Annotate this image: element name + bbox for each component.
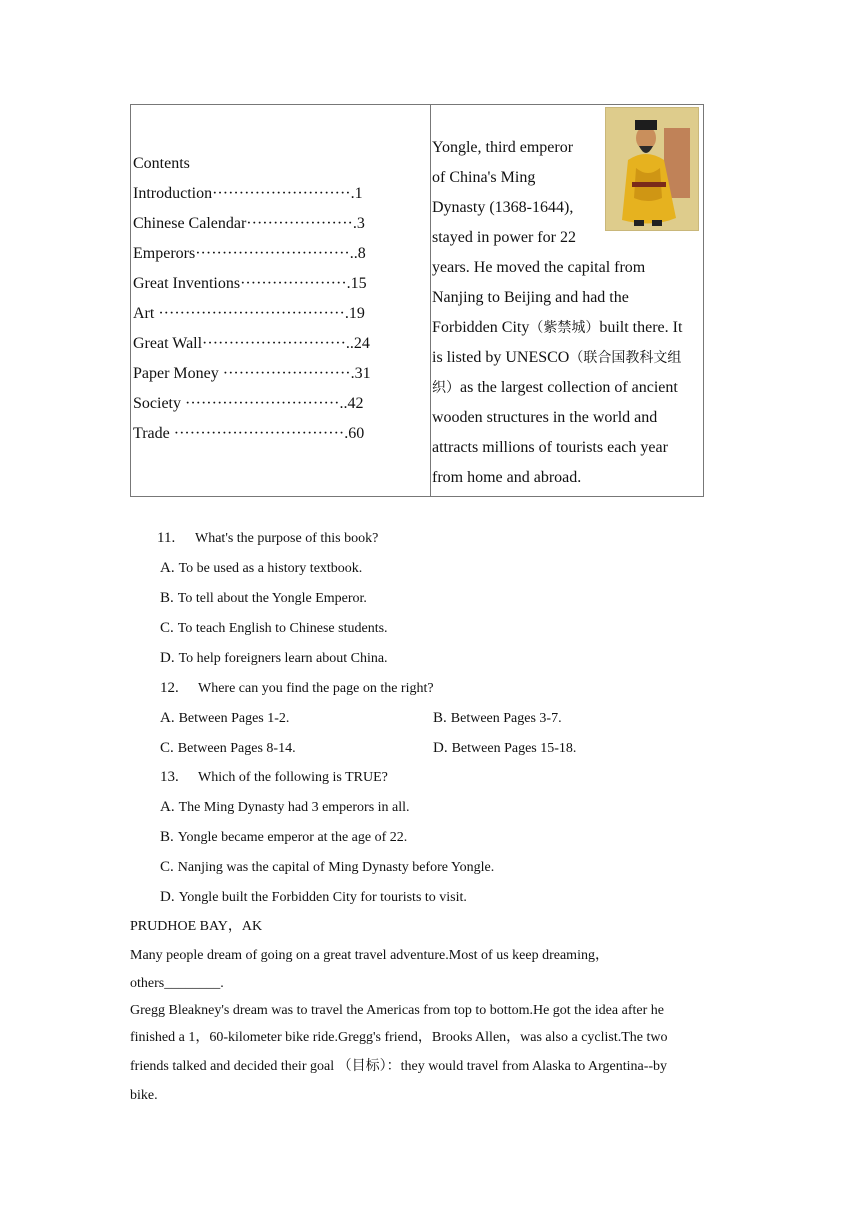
q12-option-d[interactable]: [433, 738, 576, 759]
question-12: [160, 678, 434, 699]
question-number: 11.: [157, 530, 176, 546]
article-paragraph-line-3: Gregg Bleakney's dream was to travel the Americas from top to bottom.He got the idea after he: [130, 1003, 664, 1018]
option-letter: B.: [160, 829, 174, 845]
question-13: [160, 767, 388, 788]
passage-line-10: wooden structures in the world and: [432, 409, 658, 426]
option-letter: A.: [160, 560, 175, 576]
question-number: 13.: [160, 769, 179, 785]
contents-cell: [131, 105, 431, 496]
contents-item-great-inventions: Great Inventions····················.15: [133, 275, 367, 292]
yongle-passage: [432, 133, 704, 493]
article-paragraph-line-4: finished a 1，60-kilometer bike ride.Gregg's friend，Brooks Allen，was also a cyclist.The two: [130, 1030, 668, 1045]
contents-item-great-wall: Great Wall···························..24: [133, 335, 370, 352]
article-paragraph-line-2: others________.: [130, 976, 224, 991]
option-text: To teach English to Chinese students.: [177, 621, 388, 636]
option-letter: D.: [160, 889, 175, 905]
contents-title: Contents: [133, 155, 190, 172]
option-letter: C.: [160, 859, 174, 875]
option-letter: D.: [433, 740, 448, 756]
q13-option-c[interactable]: [160, 857, 494, 878]
passage-line-4: stayed in power for 22: [432, 229, 576, 246]
option-letter: A.: [160, 799, 175, 815]
option-text: Yongle built the Forbidden City for tourists to visit.: [178, 890, 467, 905]
passage-line-12: from home and abroad.: [432, 469, 582, 486]
contents-item-chinese-calendar: Chinese Calendar····················.3: [133, 215, 365, 232]
passage-line-6: Nanjing to Beijing and had the: [432, 289, 629, 306]
article-paragraph-line-1: Many people dream of going on a great travel adventure.Most of us keep dreaming，: [130, 948, 609, 963]
q12-option-b[interactable]: [433, 708, 562, 729]
option-text: To tell about the Yongle Emperor.: [177, 591, 367, 606]
passage-line-1: Yongle, third emperor: [432, 139, 574, 156]
q12-option-c[interactable]: [160, 738, 296, 759]
option-text: To be used as a history textbook.: [178, 561, 363, 576]
passage-line-9: [432, 373, 704, 403]
unesco-chinese-end: 织）: [432, 380, 460, 396]
passage-line-8: [432, 343, 704, 373]
option-text: Between Pages 3-7.: [450, 711, 562, 726]
question-11: [157, 528, 378, 549]
passage-line-5: years. He moved the capital from: [432, 259, 646, 276]
contents-item-trade: Trade ································.60: [133, 425, 365, 442]
option-letter: B.: [433, 710, 447, 726]
passage-line-11: attracts millions of tourists each year: [432, 439, 668, 456]
contents-item-society: Society ·····························..42: [133, 395, 364, 412]
q11-option-c[interactable]: [160, 618, 388, 639]
article-dateline: PRUDHOE BAY，AK: [130, 919, 263, 934]
option-text: Between Pages 15-18.: [451, 741, 577, 756]
option-text: Between Pages 1-2.: [178, 711, 290, 726]
q11-option-d[interactable]: [160, 648, 388, 669]
q13-option-d[interactable]: [160, 887, 467, 908]
contents-item-emperors: Emperors·····························..8: [133, 245, 366, 262]
passage-line-3: Dynasty (1368-1644),: [432, 199, 574, 216]
contents-item-introduction: Introduction··························.1: [133, 185, 363, 202]
question-text: Where can you find the page on the right?: [198, 681, 434, 696]
article-paragraph-line-6: bike.: [130, 1088, 158, 1103]
option-text: Nanjing was the capital of Ming Dynasty before Yongle.: [177, 860, 495, 875]
unesco-chinese: （联合国教科文组: [569, 350, 682, 366]
forbidden-city-text: Forbidden City: [432, 319, 530, 336]
passage-line-7: [432, 313, 704, 343]
q11-option-a[interactable]: [160, 558, 362, 579]
q11-option-b[interactable]: [160, 588, 367, 609]
option-letter: C.: [160, 620, 174, 636]
question-text: Which of the following is TRUE?: [198, 770, 388, 785]
option-letter: B.: [160, 590, 174, 606]
largest-collection-text: as the largest collection of ancient: [460, 379, 678, 396]
q13-option-a[interactable]: [160, 797, 410, 818]
option-text: To help foreigners learn about China.: [178, 651, 388, 666]
question-text: What's the purpose of this book?: [195, 531, 379, 546]
option-letter: C.: [160, 740, 174, 756]
question-number: 12.: [160, 680, 179, 696]
option-text: Between Pages 8-14.: [177, 741, 296, 756]
contents-item-paper-money: Paper Money ························.31: [133, 365, 371, 382]
option-text: The Ming Dynasty had 3 emperors in all.: [178, 800, 410, 815]
option-letter: A.: [160, 710, 175, 726]
forbidden-city-chinese: （紫禁城）: [529, 320, 600, 336]
contents-item-art: Art ···································.19: [133, 305, 365, 322]
q12-option-a[interactable]: [160, 708, 289, 729]
option-text: Yongle became emperor at the age of 22.: [177, 830, 408, 845]
contents-table: [130, 104, 704, 497]
option-letter: D.: [160, 650, 175, 666]
built-there-text: built there. It: [599, 319, 683, 336]
q13-option-b[interactable]: [160, 827, 407, 848]
unesco-text: is listed by UNESCO: [432, 349, 570, 366]
passage-line-2: of China's Ming: [432, 169, 536, 186]
article-paragraph-line-5: friends talked and decided their goal （目标）：they would travel from Alaska to Argentina--by: [130, 1059, 668, 1074]
book-page-cell: [431, 105, 703, 496]
contents-list: [133, 179, 371, 449]
